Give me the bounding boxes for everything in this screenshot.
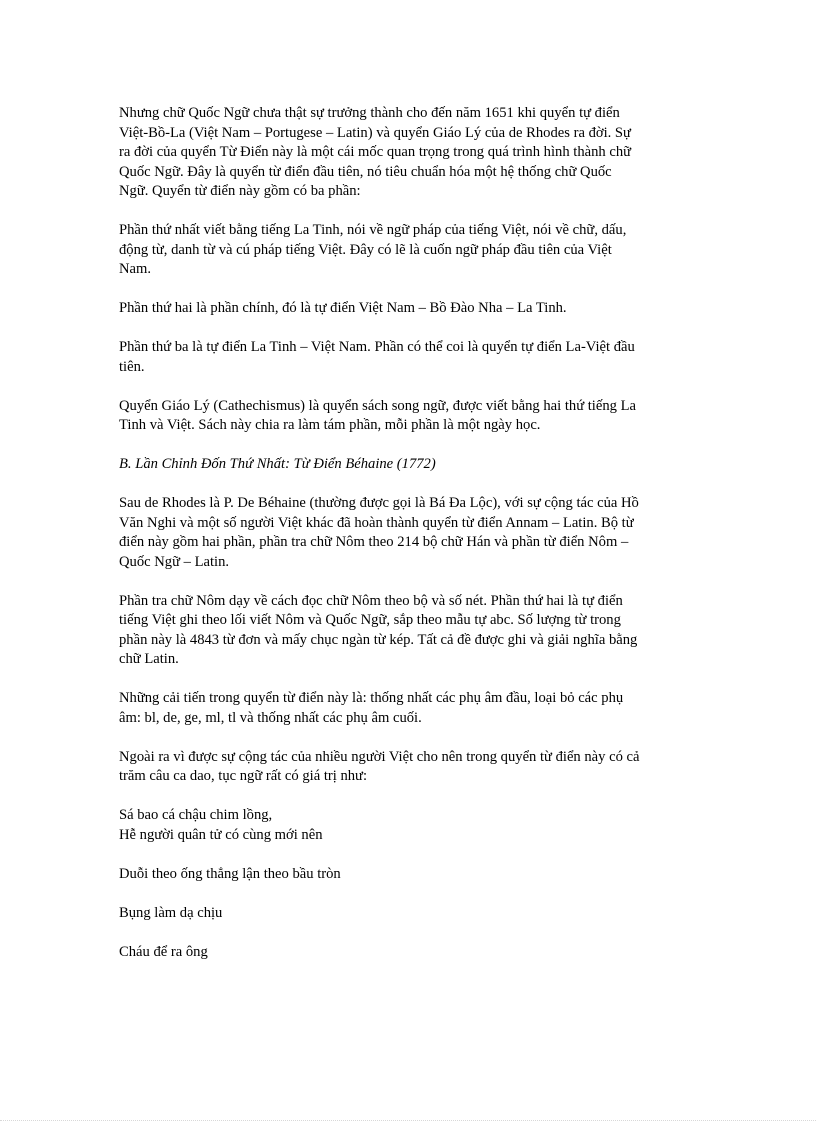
text-line: Phần thứ ba là tự điển La Tinh – Việt Nam. Phần có thể coi là quyển tự điển La-Việt đầu: [119, 339, 635, 355]
text-line: tiếng Việt ghi theo lối viết Nôm và Quốc Ngữ, sắp theo mẫu tự abc. Số lượng từ trong: [119, 612, 621, 628]
text-line: điển này gồm hai phần, phần tra chữ Nôm theo 214 bộ chữ Hán và phần từ điển Nôm –: [119, 534, 629, 550]
text-line: Quyển Giáo Lý (Cathechismus) là quyển sách song ngữ, được viết bằng hai thứ tiếng La: [119, 397, 636, 414]
paragraph-behaine: [119, 494, 697, 572]
paragraph-part-one: [119, 221, 697, 280]
text-line: Quốc Ngữ. Đây là quyển từ điển đầu tiên, nó tiêu chuẩn hóa một hệ thống chữ Quốc: [119, 163, 612, 180]
text-line: ra đời của quyển Từ Điển này là một cái mốc quan trọng trong quá trình hình thành chữ: [119, 144, 632, 160]
text-line: Việt-Bồ-La (Việt Nam – Portugese – Latin) và quyển Giáo Lý của de Rhodes ra đời. Sự: [119, 124, 631, 141]
verse-line: Cháu để ra ông: [119, 943, 208, 960]
paragraph-part-two: [119, 299, 697, 319]
text-line: Ngoài ra vì được sự cộng tác của nhiều người Việt cho nên trong quyển từ điển này có cả: [119, 748, 640, 765]
verse-line: Bụng làm dạ chịu: [119, 904, 223, 921]
verse-4: [119, 943, 697, 963]
text-line: Phần tra chữ Nôm dạy về cách đọc chữ Nôm theo bộ và số nét. Phần thứ hai là tự điển: [119, 592, 623, 609]
verse-line: Sá bao cá chậu chim lồng,: [119, 807, 273, 823]
paragraph-catechism: [119, 397, 697, 436]
verse-line: Hễ người quân tử có cùng mới nên: [119, 826, 323, 843]
text-line: Nam.: [119, 261, 152, 277]
page-bottom-divider: [0, 1120, 816, 1121]
text-line: Tinh và Việt. Sách này chia ra làm tám phần, mỗi phần là một ngày học.: [119, 417, 541, 433]
text-line: chữ Latin.: [119, 651, 179, 667]
verse-2: [119, 865, 697, 885]
paragraph-proverbs-intro: [119, 748, 697, 787]
text-line: Ngữ. Quyển từ điển này gồm có ba phần:: [119, 183, 361, 199]
paragraph-intro: [119, 104, 697, 202]
text-line: Phần thứ hai là phần chính, đó là tự điển Việt Nam – Bồ Đào Nha – La Tinh.: [119, 300, 567, 316]
text-line: trăm câu ca dao, tục ngữ rất có giá trị như:: [119, 768, 368, 784]
text-line: Quốc Ngữ – Latin.: [119, 553, 230, 570]
text-line: âm: bl, de, ge, ml, tl và thống nhất các phụ âm cuối.: [119, 709, 422, 726]
text-line: tiên.: [119, 358, 145, 375]
text-line: Sau de Rhodes là P. De Béhaine (thường được gọi là Bá Đa Lộc), với sự cộng tác của Hồ: [119, 495, 639, 511]
text-line: phần này là 4843 từ đơn và mấy chục ngàn từ kép. Tất cả đề được ghi và giải nghĩa bằng: [119, 631, 638, 648]
paragraph-nom-lookup: [119, 592, 697, 670]
paragraph-part-three: [119, 338, 697, 377]
verse-1: [119, 806, 697, 845]
text-line: động từ, danh từ và cú pháp tiếng Việt. Đây có lẽ là cuốn ngữ pháp đầu tiên của Việt: [119, 241, 612, 258]
verse-3: [119, 904, 697, 924]
document-page: [119, 104, 697, 982]
paragraph-improvements: [119, 689, 697, 728]
verse-line: Duỗi theo ống thẳng lận theo bầu tròn: [119, 865, 341, 882]
text-line: Văn Nghi và một số người Việt khác đã hoàn thành quyển từ điển Annam – Latin. Bộ từ: [119, 514, 634, 531]
text-line: Những cải tiến trong quyển từ điển này là: thống nhất các phụ âm đầu, loại bỏ các phụ: [119, 690, 624, 706]
text-line: Phần thứ nhất viết bằng tiếng La Tinh, nói về ngữ pháp của tiếng Việt, nói về chữ, dấu,: [119, 222, 627, 238]
section-heading: B. Lần Chỉnh Đốn Thứ Nhất: Từ Điển Béhaine (1772): [119, 456, 436, 472]
text-line: Nhưng chữ Quốc Ngữ chưa thật sự trưởng thành cho đến năm 1651 khi quyển tự điển: [119, 105, 620, 121]
